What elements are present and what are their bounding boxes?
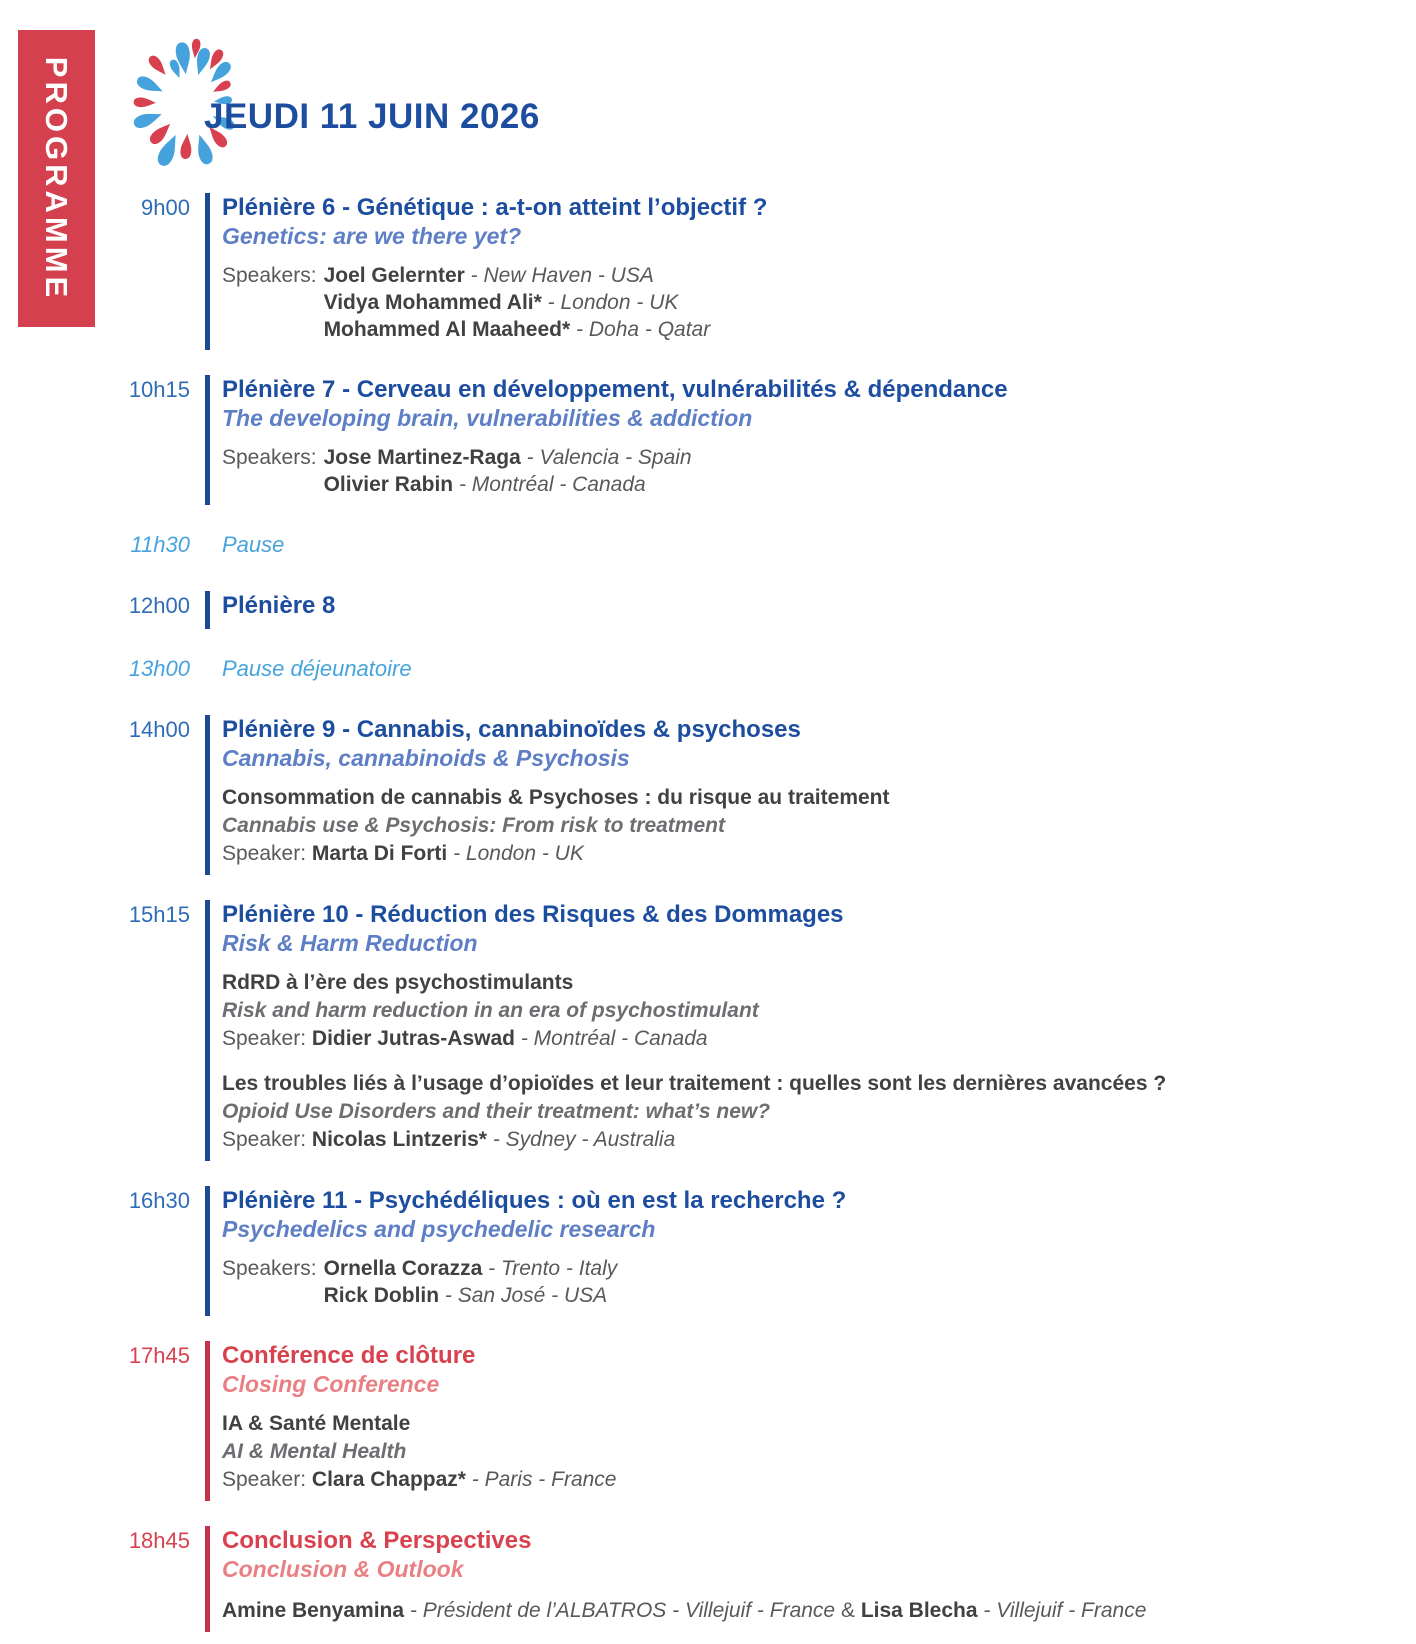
session-bar-column (205, 654, 222, 690)
session-content (222, 900, 1416, 1161)
speaker-location: - London - UK (453, 842, 584, 865)
session-bar-column (205, 530, 222, 566)
speaker-label: Speaker: (222, 1468, 307, 1491)
speaker-name: Amine Benyamina (222, 1599, 405, 1622)
session-bar (205, 193, 210, 350)
session-bar-column (205, 1186, 222, 1316)
talk-speaker-line (222, 1466, 1416, 1494)
talk-speaker-line (222, 1025, 1416, 1053)
talk-title-en: Opioid Use Disorders and their treatment: what’s new? (222, 1100, 771, 1123)
session-bar (205, 1341, 210, 1501)
session-content (222, 591, 1416, 629)
speaker-location: - Trento - Italy (488, 1257, 618, 1280)
speaker-name: Vidya Mohammed Ali* (323, 291, 542, 314)
speaker-location: - Paris - France (471, 1468, 617, 1491)
speaker-line (324, 1282, 618, 1309)
speaker-location: - New Haven - USA (470, 264, 654, 287)
speaker-name: Lisa Blecha (860, 1599, 978, 1622)
session-content (222, 1341, 1416, 1501)
session-title-fr: Plénière 7 - Cerveau en développement, vulnérabilités & dépendance (222, 376, 1008, 403)
session-bar-column (205, 1526, 222, 1632)
session-title-fr: Plénière 8 (222, 592, 336, 619)
programme-banner-label: PROGRAMME (39, 56, 75, 301)
session-title-en: The developing brain, vulnerabilities & addiction (222, 405, 753, 431)
pause-time: 13h00 (128, 656, 190, 681)
talk-title-fr: RdRD à l’ère des psychostimulants (222, 971, 574, 994)
session-content (222, 375, 1416, 505)
session-title-fr: Conclusion & Perspectives (222, 1527, 532, 1554)
speakers-list (222, 1255, 1416, 1309)
speaker-name: Olivier Rabin (323, 473, 454, 496)
session-bar (205, 375, 210, 505)
session-row-pleniere-7 (0, 375, 1416, 505)
talk-title-en: Risk and harm reduction in an era of psychostimulant (222, 999, 759, 1022)
session-content (222, 1526, 1416, 1632)
speaker-location: - Doha - Qatar (576, 318, 711, 341)
speaker-name: Marta Di Forti (311, 842, 448, 865)
pause-row (0, 654, 1416, 690)
speaker-name: Jose Martinez-Raga (323, 446, 521, 469)
speaker-label: Speaker: (222, 842, 307, 865)
session-title-en: Closing Conference (222, 1371, 440, 1397)
day-title: JEUDI 11 JUIN 2026 (204, 97, 540, 136)
speaker-name: Joel Gelernter (323, 264, 465, 287)
pause-label: Pause déjeunatoire (222, 656, 412, 681)
talk-title-fr: Consommation de cannabis & Psychoses : du risque au traitement (222, 786, 890, 809)
speaker-line (324, 444, 692, 471)
session-time: 16h30 (128, 1188, 190, 1213)
session-title-fr: Plénière 11 - Psychédéliques : où en est la recherche ? (222, 1187, 847, 1214)
speaker-location: - Montréal - Canada (520, 1027, 708, 1050)
speaker-label: Speaker: (222, 1027, 307, 1050)
session-row-pleniere-9 (0, 715, 1416, 875)
session-time: 14h00 (128, 717, 190, 742)
speaker-line (324, 316, 711, 343)
speaker-lines (324, 262, 711, 343)
pause-time: 11h30 (130, 532, 190, 557)
talk-title-fr: IA & Santé Mentale (222, 1412, 411, 1435)
speaker-location: - London - UK (547, 291, 679, 314)
talk-speaker-line (222, 840, 1416, 868)
session-bar-column (205, 715, 222, 875)
pause-content (222, 530, 1416, 566)
session-title-en: Psychedelics and psychedelic research (222, 1216, 656, 1242)
talk (222, 969, 1416, 1053)
speaker-description: - Villejuif - France (983, 1599, 1147, 1622)
speaker-lines (324, 1255, 618, 1309)
session-bar-column (205, 375, 222, 505)
session-title-fr: Conférence de clôture (222, 1342, 476, 1369)
speaker-name: Clara Chappaz* (311, 1468, 466, 1491)
session-bar-column (205, 900, 222, 1161)
session-row-pleniere-8 (0, 591, 1416, 629)
session-time: 9h00 (141, 195, 190, 220)
speaker-label: Speaker: (222, 1128, 307, 1151)
session-time: 15h15 (128, 902, 190, 927)
speaker-location: - Montréal - Canada (458, 473, 646, 496)
session-bar (205, 591, 210, 629)
pause-content (222, 654, 1416, 690)
session-row-pleniere-6 (0, 193, 1416, 350)
session-bar-column (205, 193, 222, 350)
pause-row (0, 530, 1416, 566)
speaker-line (324, 1255, 618, 1282)
session-content (222, 1186, 1416, 1316)
session-title-en: Risk & Harm Reduction (222, 930, 478, 956)
speaker-location: - Sydney - Australia (492, 1128, 676, 1151)
session-title-fr: Plénière 10 - Réduction des Risques & des Dommages (222, 901, 844, 928)
speaker-name: Didier Jutras-Aswad (311, 1027, 515, 1050)
speaker-location: - Valencia - Spain (526, 446, 692, 469)
speaker-line (324, 289, 711, 316)
session-time: 12h00 (128, 593, 190, 618)
session-bar-column (205, 591, 222, 629)
session-title-en: Cannabis, cannabinoids & Psychosis (222, 745, 630, 771)
speaker-line (324, 262, 711, 289)
talk-speaker-line (222, 1126, 1416, 1154)
speaker-name: Rick Doblin (323, 1284, 440, 1307)
session-title-en: Conclusion & Outlook (222, 1556, 464, 1582)
talk (222, 784, 1416, 868)
talk (222, 1070, 1416, 1154)
page-header (0, 0, 1416, 193)
talk (222, 1410, 1416, 1494)
session-title-en: Genetics: are we there yet? (222, 223, 522, 249)
session-row-pleniere-11 (0, 1186, 1416, 1316)
session-time: 10h15 (128, 377, 190, 402)
session-bar (205, 1186, 210, 1316)
talk-title-fr: Les troubles liés à l’usage d’opioïdes et leur traitement : quelles sont les dernières avancées ? (222, 1072, 1167, 1095)
session-bar (205, 1526, 210, 1632)
speakers-list (222, 444, 1416, 498)
speaker-name: Mohammed Al Maaheed* (323, 318, 571, 341)
session-title-fr: Plénière 9 - Cannabis, cannabinoïdes & psychoses (222, 716, 801, 743)
speaker-description: - Président de l’ALBATROS - Villejuif - France (409, 1599, 836, 1622)
speaker-line (324, 471, 692, 498)
schedule (0, 193, 1416, 1632)
speakers-label: Speakers: (222, 264, 317, 287)
session-row-conclusion (0, 1526, 1416, 1632)
ampersand-separator: & (840, 1599, 855, 1622)
session-row-pleniere-10 (0, 900, 1416, 1161)
conclusion-speakers-line (222, 1597, 1416, 1625)
speaker-location: - San José - USA (444, 1284, 608, 1307)
speaker-lines (324, 444, 692, 498)
session-bar-column (205, 1341, 222, 1501)
session-time: 18h45 (128, 1528, 190, 1553)
speakers-label: Speakers: (222, 446, 317, 469)
session-content (222, 193, 1416, 350)
session-title-fr: Plénière 6 - Génétique : a-t-on atteint l’objectif ? (222, 194, 768, 221)
session-content (222, 715, 1416, 875)
session-bar (205, 715, 210, 875)
talk-title-en: Cannabis use & Psychosis: From risk to treatment (222, 814, 725, 837)
pause-label: Pause (222, 532, 285, 557)
talk-title-en: AI & Mental Health (222, 1440, 407, 1463)
speakers-list (222, 262, 1416, 343)
session-row-closing-conference (0, 1341, 1416, 1501)
session-time: 17h45 (128, 1343, 190, 1368)
speakers-label: Speakers: (222, 1257, 317, 1280)
speaker-name: Nicolas Lintzeris* (311, 1128, 487, 1151)
speaker-name: Ornella Corazza (323, 1257, 483, 1280)
session-bar (205, 900, 210, 1161)
